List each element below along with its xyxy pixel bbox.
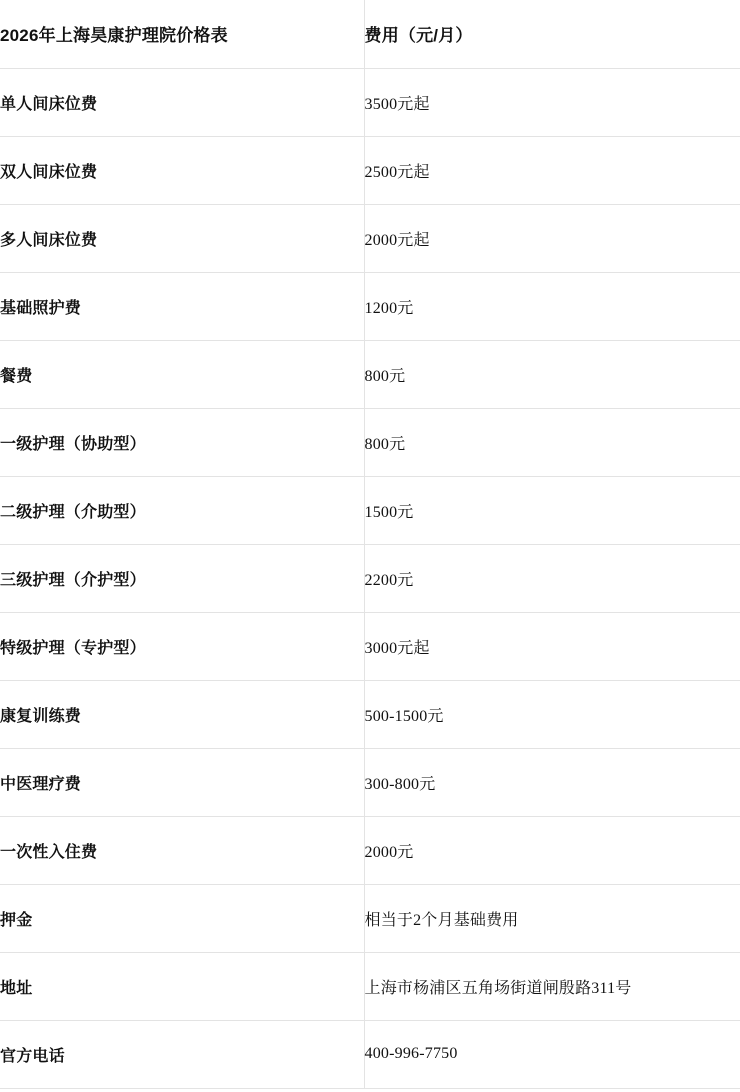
cell-price: 1500元: [364, 476, 740, 544]
cell-price: 2500元起: [364, 136, 740, 204]
cell-price: 3500元起: [364, 68, 740, 136]
table-row: [0, 544, 740, 612]
table-row: [0, 340, 740, 408]
cell-price: 2000元: [364, 816, 740, 884]
cell-price: 500-1500元: [364, 680, 740, 748]
table-row: [0, 884, 740, 952]
cell-item: 多人间床位费: [0, 231, 98, 249]
cell-item: 康复训练费: [0, 707, 82, 725]
table-header-row: [0, 0, 740, 68]
cell-price: 3000元起: [364, 612, 740, 680]
table-row: [0, 612, 740, 680]
header-cell-item: 2026年上海昊康护理院价格表: [0, 26, 228, 46]
table-row: [0, 816, 740, 884]
table-row: [0, 272, 740, 340]
cell-item: 官方电话: [0, 1047, 65, 1065]
table-header: [0, 0, 740, 68]
table-body: [0, 68, 740, 1088]
cell-item: 一次性入住费: [0, 843, 98, 861]
cell-item: 特级护理（专护型）: [0, 639, 146, 657]
cell-item: 双人间床位费: [0, 163, 98, 181]
table-row: [0, 680, 740, 748]
cell-price: 相当于2个月基础费用: [364, 884, 740, 952]
cell-price: 300-800元: [364, 748, 740, 816]
table-row: [0, 204, 740, 272]
cell-price: 2000元起: [364, 204, 740, 272]
cell-item: 基础照护费: [0, 299, 82, 317]
cell-price: 800元: [364, 408, 740, 476]
cell-item: 餐费: [0, 367, 33, 385]
table-row: [0, 136, 740, 204]
table-row: [0, 408, 740, 476]
table-row: [0, 1020, 740, 1088]
cell-price: 上海市杨浦区五角场街道闸殷路311号: [364, 952, 740, 1020]
table-row: [0, 68, 740, 136]
table-row: [0, 952, 740, 1020]
table-row: [0, 748, 740, 816]
cell-item: 地址: [0, 979, 33, 997]
cell-item: 三级护理（介护型）: [0, 571, 146, 589]
cell-item: 一级护理（协助型）: [0, 435, 146, 453]
header-cell-price: 费用（元/月）: [364, 0, 740, 68]
cell-item: 二级护理（介助型）: [0, 503, 146, 521]
cell-price: 800元: [364, 340, 740, 408]
cell-price: 2200元: [364, 544, 740, 612]
cell-price: 400-996-7750: [364, 1020, 740, 1088]
table-row: [0, 476, 740, 544]
cell-item: 中医理疗费: [0, 775, 82, 793]
cell-item: 押金: [0, 911, 33, 929]
cell-price: 1200元: [364, 272, 740, 340]
cell-item: 单人间床位费: [0, 95, 98, 113]
